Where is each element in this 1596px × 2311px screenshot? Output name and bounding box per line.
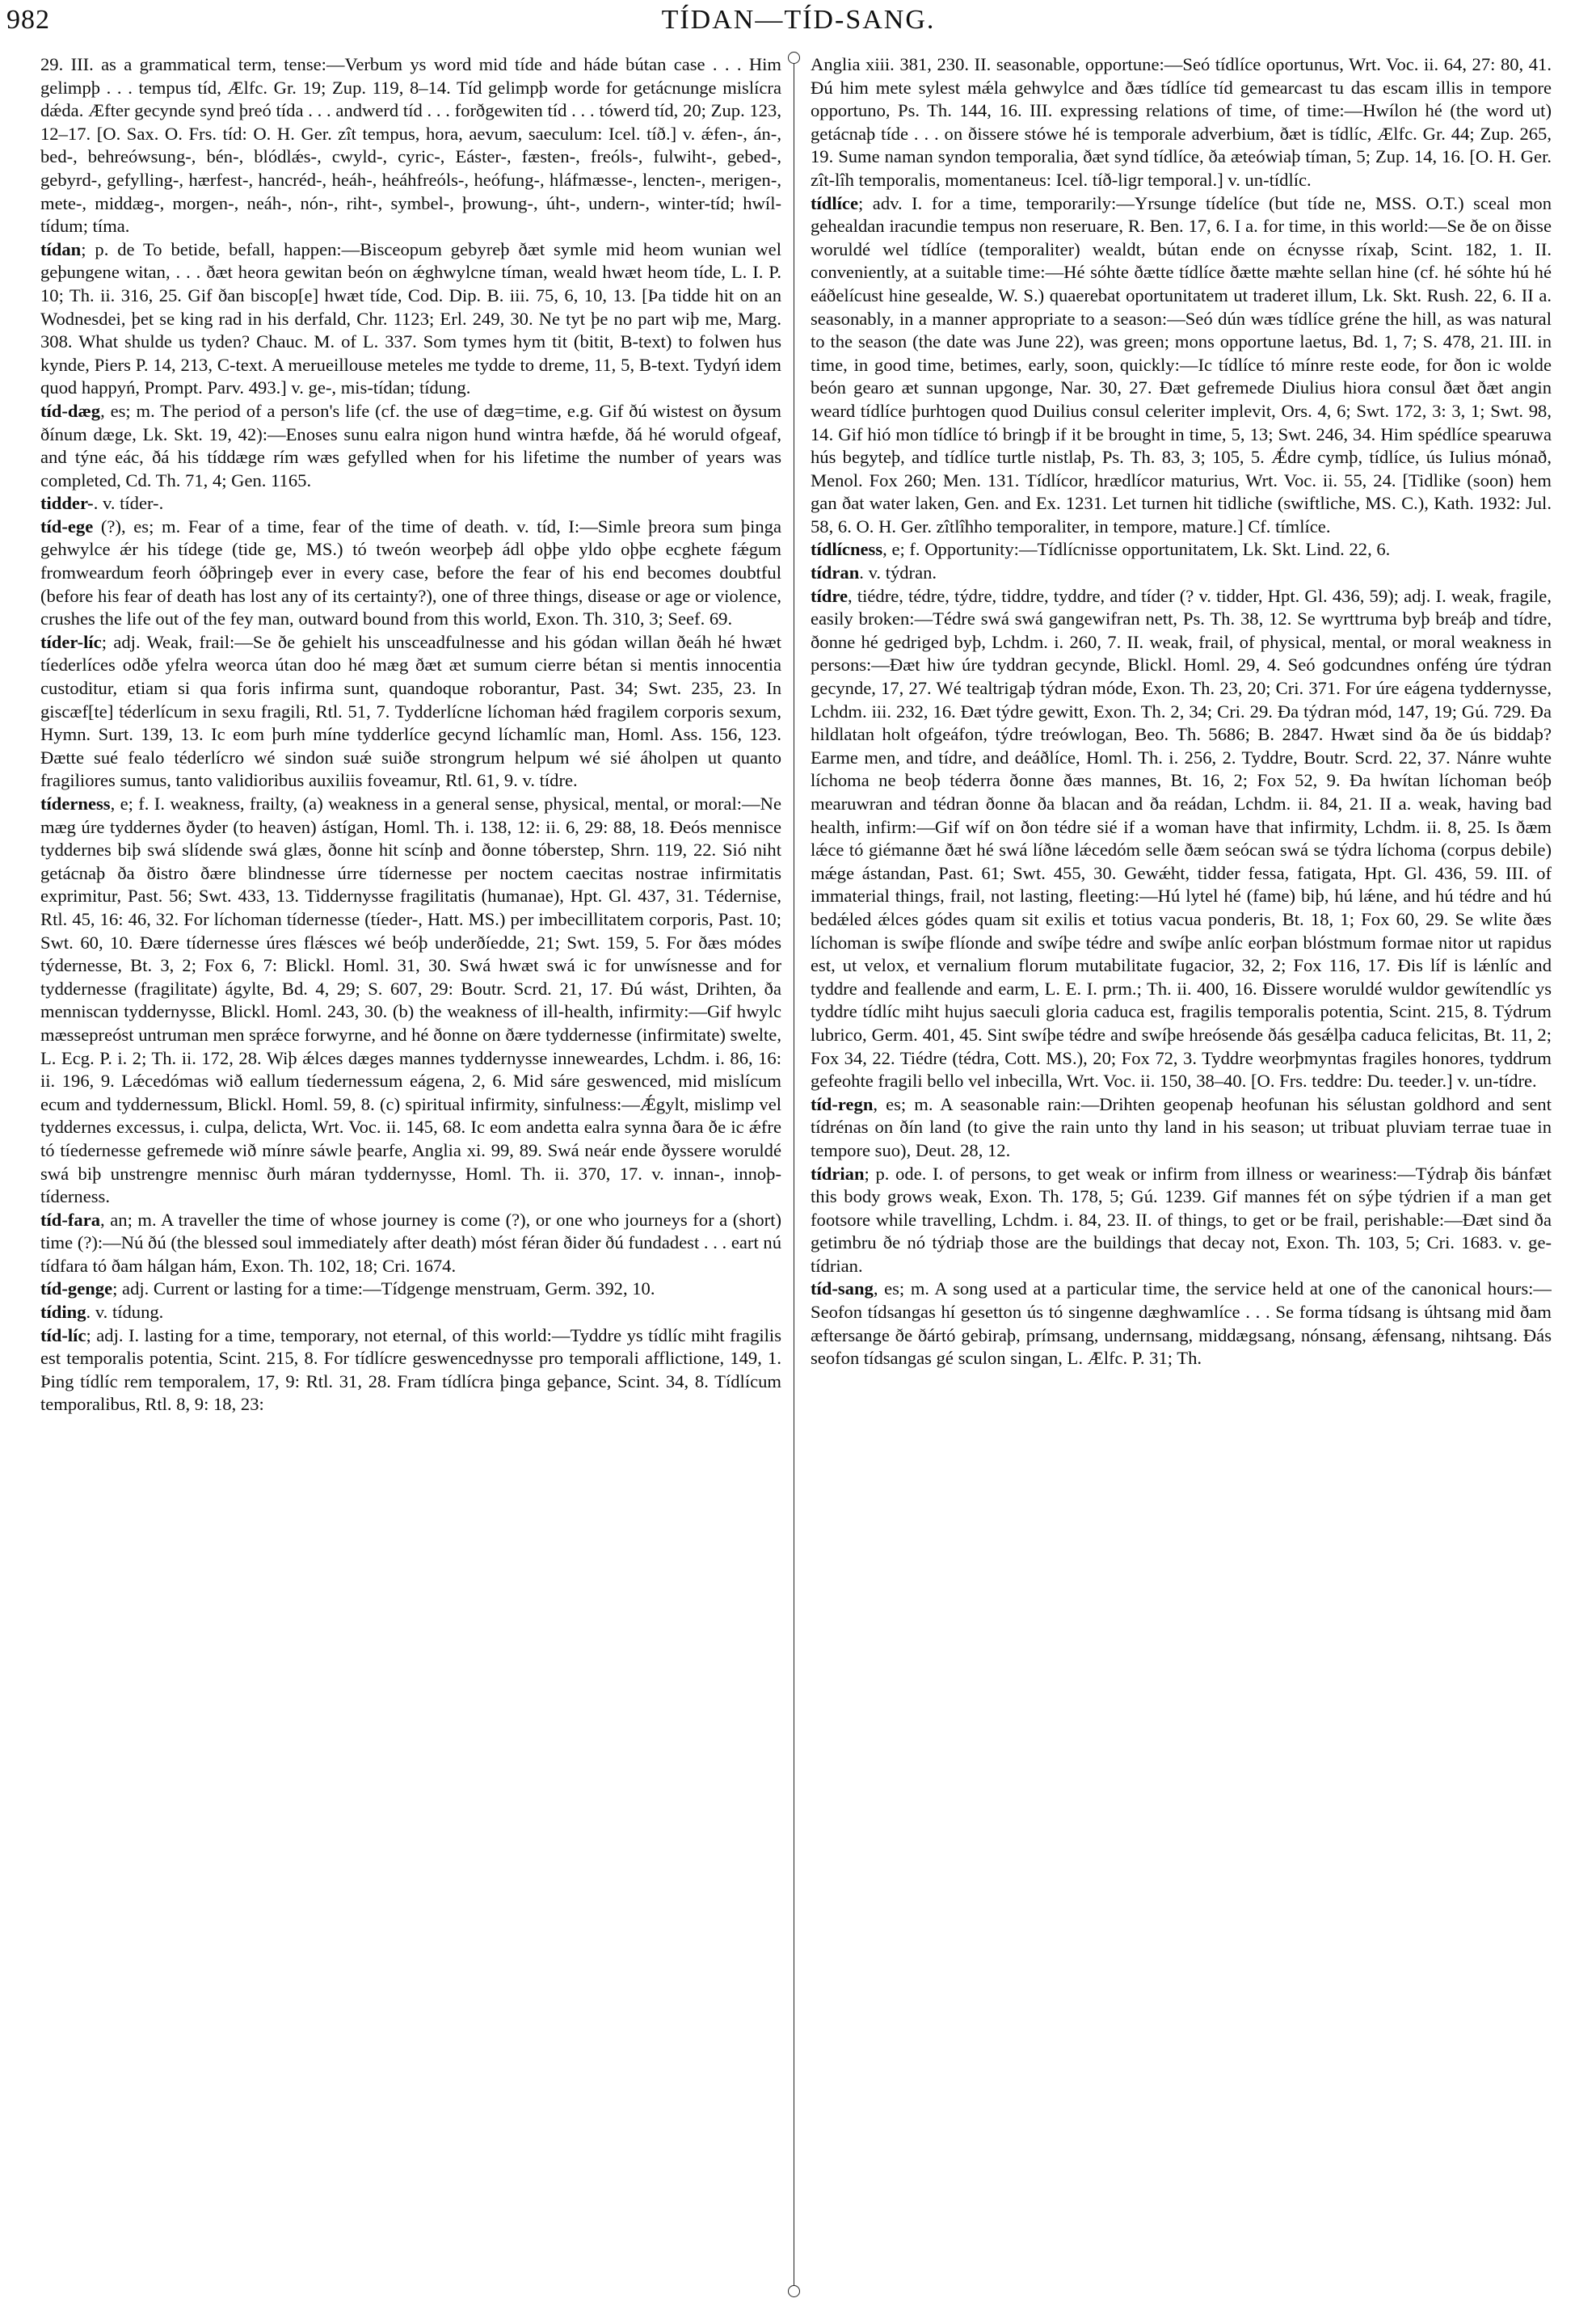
entry-headword: tíding: [40, 1302, 86, 1323]
entry-headword: tíd-sang: [811, 1278, 874, 1299]
dictionary-entry: [40, 1278, 781, 1301]
dictionary-entry: [40, 793, 781, 1209]
dictionary-entry: [811, 1093, 1552, 1163]
entry-headword: tídlícness: [811, 539, 883, 560]
right-column: [811, 53, 1552, 2300]
entry-headword: tídlíce: [811, 192, 858, 213]
dictionary-entry: [40, 238, 781, 400]
dictionary-entry: [811, 562, 1552, 585]
entry-headword: tíder-líc: [40, 631, 102, 652]
entry-text: . v. tíder-.: [93, 493, 164, 514]
dictionary-entry: [811, 192, 1552, 539]
entry-text: , es; m. The period of a person's life (cf. the use of dæg=time, e.g. Gif ðú wistest on ðysum ðínum dæge, Lk. Skt. 19, 42):—Enoses sunu ealra nigon hund wintra hæfde, ðá hé woruld ofgeaf, and týne eác, ðá his tíddæge rím wæs gefylled when for his lifetime the number of years was completed, Cd. Th. 71, 4; Gen. 1165.: [40, 400, 781, 490]
entry-text: . v. tídung.: [86, 1302, 164, 1323]
entry-headword: tídan: [40, 238, 82, 259]
dictionary-entry: [811, 53, 1552, 192]
running-head: TÍDAN—TÍD-SANG.: [661, 5, 936, 35]
dictionary-entry: [40, 53, 781, 238]
dictionary-entry: [40, 1324, 781, 1416]
dictionary-entry: [40, 516, 781, 631]
page-header: [6, 2, 1590, 37]
entry-text: ; adj. I. lasting for a time, temporary, not eternal, of this world:—Tyddre ys tídlíc miht fragilis est temporalis potentia, Scint. 215, 8. For tídlícre geswencednysse pro temporali afflictione, 149, 1. Þing tídlíc rem temporalem, 17, 9: Rtl. 31, 28. Fram tídlícra þinga geþance, Scint. 34, 8. Tídlícum temporalibus, Rtl. 8, 9: 18, 23:: [40, 1324, 781, 1415]
entry-text: , tiédre, tédre, týdre, tiddre, tyddre, and tíder (? v. tidder, Hpt. Gl. 436, 59); adj. I. weak, fragile, easily broken:—Tédre swá swá gangewifran nett, Ps. Th. 38, 12. Se wyrttruma byþ breáþ and tídre, ðonne hé gedriged byþ, Lchdm. i. 260, 7. II. weak, frail, of physical, mental, or moral weakness in persons:—Ðæt hiw úre tyddran gecynde, Blickl. Homl. 29, 4. Seó godcundnes onféng úre týdran gecynde, 17, 27. Wé tealtrigaþ týdran móde, Exon. Th. 23, 20; Cri. 371. For úre eágena tyddernysse, Lchdm. iii. 232, 16. Ðæt týdre gewitt, Exon. Th. 2, 34; Cri. 29. Ða týdran mód, 147, 19; Gú. 729. Ða hildlatan holt ofgeáfon, týdre treówlogan, Beo. Th. 5686; B. 2847. Hwæt sind ða ðe ús biddaþ? Earme men, and tídre, and deáðlíce, Homl. Th. i. 256, 2. Tyddre, Boutr. Scrd. 22, 37. Nánre wuhte líchoma ne beoþ téderra ðonne ðæs mannes, Bt. 16, 2; Fox 52, 9. Ða hwítan líchoman beóþ mearuwran and tédran ðonne ða blacan and ða reádan, Lchdm. ii. 84, 21. II a. weak, having bad health, infirm:—Gif wíf on ðon tédre sié if a woman have that infirmity, Lchdm. ii. 8, 25. Is ðæm lǽce tó giémanne ðæt hé swá líðne lǽcedóm selle ðæm seócan swá se týdra líchoma (corpus debile) mǽge ástandan, Past. 61; Swt. 455, 30. Gewǽht, tidder fessa, fatigata, Hpt. Gl. 436, 59. III. of immaterial things, frail, not lasting, fleeting:—Hú lytel hé (fame) biþ, hú lǽne, and hú tédre and hú bedǽled ǽlces gódes quam sit exilis et totius vacua ponderis, Bt. 18, 1; Fox 60, 29. Se wlite ðæs líchoman is swíþe flíonde and swíþe tédre and swíþe anlíc eorþan blóstmum formae nitor ut rapidus est, ut velox, et vernalium florum mutabilitate fugacior, 32, 2; Fox 116, 17. Ðis líf is lǽnlíc and tyddre and feallende and earm, L. E. I. prm.; Th. ii. 400, 16. Ðissere woruldé wuldor gewítendlíc ys tyddre tídlíc miht hujus saeculi gloria caduca est, fragilis temporalis potentia, Scint. 215, 8. Týdrum lubrico, Germ. 401, 45. Sint swíþe tédre and swíþe hreósende ðás gesǽlþa caduca felicitas, Bt. 11, 2; Fox 34, 22. Tiédre (tédra, Cott. MS.), 20; Fox 72, 3. Tyddre weorþmyntas fragiles honores, tyddrum gefeohte fragili bello vel inbecilla, Wrt. Voc. ii. 150, 38–40. [O. Frs. teddre: Du. teeder.] v. un-tídre.: [811, 585, 1552, 1092]
column-divider-bottom-ornament: [788, 2285, 800, 2297]
entry-headword: tíd-genge: [40, 1278, 113, 1299]
entry-headword: tídran: [811, 562, 860, 583]
entry-text: ; adj. Weak, frail:—Se ðe gehielt his unsceadfulnesse and his gódan willan ðeáh hé hwæt tíederlíces odðe yfelra weorca útan doo hé mæg ðæt æt sumum cierre bétan si mentis innocentia custoditur, etiam si qua foris infirma sunt, quandoque roborantur, Past. 34; Swt. 235, 23. In giscæf[te] téderlícum in sexu fragili, Rtl. 51, 7. Tydderlícne líchoman hǽd fragilem corporis sexum, Hymn. Surt. 139, 13. Ic eom þurh míne tydderlíce gecynd líchamlíc man, Homl. Ass. 156, 123. Ðætte sué fealo téderlícro wé sindon suǽ suiðe strongrum helpum wé sié áholpen ut quanto fragiliores sumus, tanto validioribus auxiliis foveamur, Rtl. 61, 9. v. tídre.: [40, 631, 781, 791]
entry-text: ; p. ode. I. of persons, to get weak or infirm from illness or weariness:—Týdraþ ðis bánfæt this body grows weak, Exon. Th. 178, 5; Gú. 1239. Gif mannes fét on sýþe týdrien if a man get footsore while travelling, Lchdm. i. 84, 23. II. of things, to get or be frail, perishable:—Ðæt sind ða getimbru ðe nó týdriaþ those are the buildings that decay not, Exon. Th. 103, 5; Cri. 1683. v. ge-tídrian.: [811, 1163, 1552, 1276]
left-column: [40, 53, 781, 2300]
dictionary-entry: [40, 400, 781, 492]
entry-headword: tidder-: [40, 493, 94, 514]
dictionary-entry: [40, 1209, 781, 1278]
entry-headword: tíd-ege: [40, 516, 94, 537]
entry-text: ; p. de To betide, befall, happen:—Bisceopum gebyreþ ðæt symle mid heom wunian wel geþungene witan, . . . ðæt heora gewitan beón on ǽghwylcne tíman, weald hwæt heom tíde, L. I. P. 10; Th. ii. 316, 25. Gif ðan biscop[e] hwæt tíde, Cod. Dip. B. iii. 75, 6, 10, 13. [Þa tidde hit on an Wodnesdei, þet se king rad in his derfald, Chr. 1123; Erl. 249, 30. Ne tyt þe no part wiþ me, Marg. 308. What shulde us tyden? Chauc. M. of L. 337. Som tymes hym tit (bitit, B-text) to folwen hus kynde, Piers P. 14, 213, C-text. A merueillouse meteles me tydde to dreme, 11, 5, B-text. Tydyń idem quod happyń, Prompt. Parv. 493.] v. ge-, mis-tídan; tídung.: [40, 238, 781, 398]
entry-text: . v. týdran.: [859, 562, 937, 583]
dictionary-entry: [40, 631, 781, 793]
entry-headword: tíd-fara: [40, 1209, 101, 1230]
entry-text: , e; f. I. weakness, frailty, (a) weakness in a general sense, physical, mental, or moral:—Ne mæg úre tyddernes ðyder (to heaven) ástígan, Homl. Th. i. 138, 12: ii. 6, 29: 88, 18. Ðeós mennisce tyddernes biþ swá slídende swá glæs, ðonne hit scínþ and ðonne tóberstep, Shrn. 119, 22. Sió niht getácnaþ ða ðistro ðære blindnesse úrre tídernesse per noctem caecitas nostrae infirmitatis exprimitur, Past. 56; Swt. 433, 13. Tiddernysse fragilitatis (humanae), Hpt. Gl. 437, 31. Tédernise, Rtl. 45, 16: 46, 32. For líchoman tídernesse (tíeder-, Hatt. MS.) per imbecillitatem corporis, Past. 10; Swt. 60, 10. Ðære tídernesse úres flǽsces wé beóþ underðíedde, 21; Swt. 159, 5. For ðæs módes týdernesse, Bt. 3, 2; Fox 6, 7: Blickl. Homl. 31, 30. Swá hwæt swá ic for unwísnesse and for tyddernesse (fragilitate) ágylte, Bd. 4, 29; S. 607, 29: Boutr. Scrd. 21, 17. Ðú wást, Drihten, ða menniscan tyddernysse, Blickl. Homl. 243, 30. (b) the weakness of ill-health, infirmity:—Gif hwylc mæssepreóst untruman men sprǽce forwyrne, and hé ðonne on ðære tyddernesse (infirmitate) swelte, L. Ecg. P. i. 2; Th. ii. 172, 28. Wiþ ǽlces dæges mannes tyddernysse inneweardes, Lchdm. i. 86, 16: ii. 196, 9. Lǽcedómas wið eallum tíedernessum eágena, 2, 6. Mid sáre geswenced, mid mislícum ecum and tyddernessum, Blickl. Homl. 59, 8. (c) spiritual infirmity, sinfulness:—Ǽgylt, mislimp vel tyddernes excessus, i. culpa, delicta, Wrt. Voc. ii. 145, 68. Ic eom andetta ealra synna ðara ðe ic ǽfre tó tíedernesse gefremede wið mínre sáwle þearfe, Anglia xi. 99, 89. Swá neár ende ðyssere woruldé swá biþ unstrengre mennisc ðurh máran tyddernysse, Homl. Th. ii. 370, 17. v. innan-, innoþ-tíderness.: [40, 793, 781, 1207]
dictionary-entry: [811, 1278, 1552, 1370]
entry-text: Anglia xiii. 381, 230. II. seasonable, opportune:—Seó tídlíce oportunus, Wrt. Voc. ii. 64, 27: 80, 41. Ðú him mete sylest mǽla gehwylce and ðæs tídlíce tíd gemearcast tu das escam illis in tempore opportuno, Ps. Th. 144, 16. III. expressing relations of time, of time:—Hwílon hé (the word ut) getácnaþ tíde . . . on ðissere stówe hé is temporale adverbium, ðæt is tídlíc, Ælfc. Gr. 44; Zup. 265, 19. Sume naman syndon temporalia, ðæt synd tídlíce, ða æteówiaþ tíman, 5; Zup. 14, 16. [O. H. Ger. zît-lîh temporalis, momentaneus: Icel. tíð-ligr temporal.] v. un-tídlíc.: [811, 54, 1552, 190]
entry-text: ; adv. I. for a time, temporarily:—Yrsunge tídelíce (but tíde ne, MSS. O.T.) sceal mon gehealdan iracundie tempus non reseruare, R. Ben. 17, 6. I a. for time, in this world:—Se ðe on ðisse woruldé wel tídlíce (temporaliter) wealdt, bútan ende on écnysse ríxaþ, Scint. 182, 1. II. conveniently, at a suitable time:—Hé sóhte ðætte tídlíce ðætte mæhte sellan hine (cf. hé sóhte hú hé eáðelícust hine gesealde, W. S.) quaerebat oportunitatem ut traderet illum, Lk. Skt. Rush. 22, 6. II a. seasonably, in a manner appropriate to a season:—Seó dún wæs tídlíce gréne the hill, as was natural to the season (the date was June 22), was green; mons opportune laetus, Bd. 1, 7; S. 478, 21. III. in time, in good time, betimes, early, soon, quickly:—Ic tídlíce tó mínre reste eode, for ðon ic wolde beón gearo æt sunnan upgonge, Nar. 30, 27. Ðæt gefremede Diulius hiora consul ðæt ðæt angin weard tídlíce þurhtogen quod Duilius consul celeriter implevit, Ors. 4, 6; Swt. 172, 3: 3, 1; Swt. 98, 14. Gif hió mon tídlíce tó bringþ if it be brought in time, 5, 13; Swt. 246, 34. Him spédlíce spearuwa hús begyteþ, and tídlíce turtle nistlaþ, Ps. Th. 83, 3; 105, 5. Ǽdre cymþ, tídlíce, ús Iulius mónað, Menol. Fox 260; Men. 131. Tídlícor, hrædlícor maturius, Wrt. Voc. ii. 55, 24. [Tidlike (soon) hem gan ðat water laken, Gen. and Ex. 1231. Let turnen hit tidliche (swiftliche, MS. C.), Kath. 1932: Jul. 58, 6. O. H. Ger. zîtlîhho temporaliter, in tempore, mature.] Cf. tímlíce.: [811, 192, 1552, 537]
entry-headword: tíderness: [40, 793, 111, 814]
entry-headword: tíd-regn: [811, 1093, 874, 1114]
dictionary-entry: [811, 1163, 1552, 1278]
dictionary-entry: [40, 1301, 781, 1324]
entry-headword: tíd-dæg: [40, 400, 101, 421]
entry-headword: tídre: [811, 585, 849, 606]
page-number: 982: [6, 5, 50, 35]
entry-text: , es; m. A seasonable rain:—Drihten geopenaþ heofunan his sélustan goldhord and sent tídrénas on ðín land (to give the rain unto thy land in his season; ut tribuat pluviam terrae tuae in tempore suo), Deut. 28, 12.: [811, 1093, 1552, 1160]
column-divider-top-ornament: [788, 52, 800, 64]
entry-text: , an; m. A traveller the time of whose journey is come (?), or one who journeys for a (short) time (?):—Nú ðú (the blessed soul immediately after death) móst féran ðider ðú fundadest . . . eart nú tídfara tó ðam hálgan hám, Exon. Th. 102, 18; Cri. 1674.: [40, 1209, 781, 1276]
entry-headword: tídrian: [811, 1163, 865, 1184]
dictionary-entry: [40, 492, 781, 516]
entry-text: ; adj. Current or lasting for a time:—Tídgenge menstruam, Germ. 392, 10.: [112, 1278, 655, 1299]
entry-text: , e; f. Opportunity:—Tídlícnisse opportunitatem, Lk. Skt. Lind. 22, 6.: [882, 539, 1391, 560]
dictionary-entry: [811, 538, 1552, 562]
entry-text: 29. III. as a grammatical term, tense:—Verbum ys word mid tíde and háde bútan case . . . Him gelimpþ . . . tempus tíd, Ælfc. Gr. 19; Zup. 119, 8–14. Tíd gelimpþ worde for getácnunge mislícra dǽda. Æfter gecynde synd þreó tída . . . andwerd tíd . . . forðgewiten tíd . . . tówerd tíd, 20; Zup. 123, 12–17. [O. Sax. O. Frs. tíd: O. H. Ger. zît tempus, hora, aevum, saeculum: Icel. tíð.] v. ǽfen-, án-, bed-, behreówsung-, bén-, blódlǽs-, cwyld-, cyric-, Eáster-, fæsten-, freóls-, fulwiht-, gebed-, gebyrd-, gefylling-, hærfest-, hancréd-, heáh-, heáhfreóls-, heófung-, hláfmæsse-, lencten-, merigen-, mete-, middæg-, morgen-, neáh-, nón-, riht-, symbel-, þrowung-, úht-, undern-, winter-tíd; hwíl-tídum; tíma.: [40, 54, 781, 237]
entry-headword: tíd-líc: [40, 1324, 86, 1345]
entry-text: , es; m. A song used at a particular time, the service held at one of the canonical hours:—Seofon tídsangas hí gesetton ús tó singenne dæghwamlíce . . . Se forma tídsang is úhtsang mid ðam æftersange ðe ðártó gebiraþ, prímsang, undernsang, middægsang, nónsang, ǽfensang, nihtsang. Ðás seofon tídsangas gé sculon singan, L. Ælfc. P. 31; Th.: [811, 1278, 1552, 1369]
entry-text: (?), es; m. Fear of a time, fear of the time of death. v. tíd, I:—Simle þreora sum þinga gehwylce ǽr his tídege (tide ge, MS.) tó tweón weorþeþ ádl oþþe yldo oþþe ecghete fǽgum fromweardum feorh óðþringeþ ever in every case, before the fear of his end becomes doubtful (before his fear of death has lost any of its certainty?), one of three things, disease or age or violence, crushes the life out of the fey man, outward bound from this world, Exon. Th. 310, 3; Seef. 69.: [40, 516, 781, 629]
dictionary-entry: [811, 585, 1552, 1093]
